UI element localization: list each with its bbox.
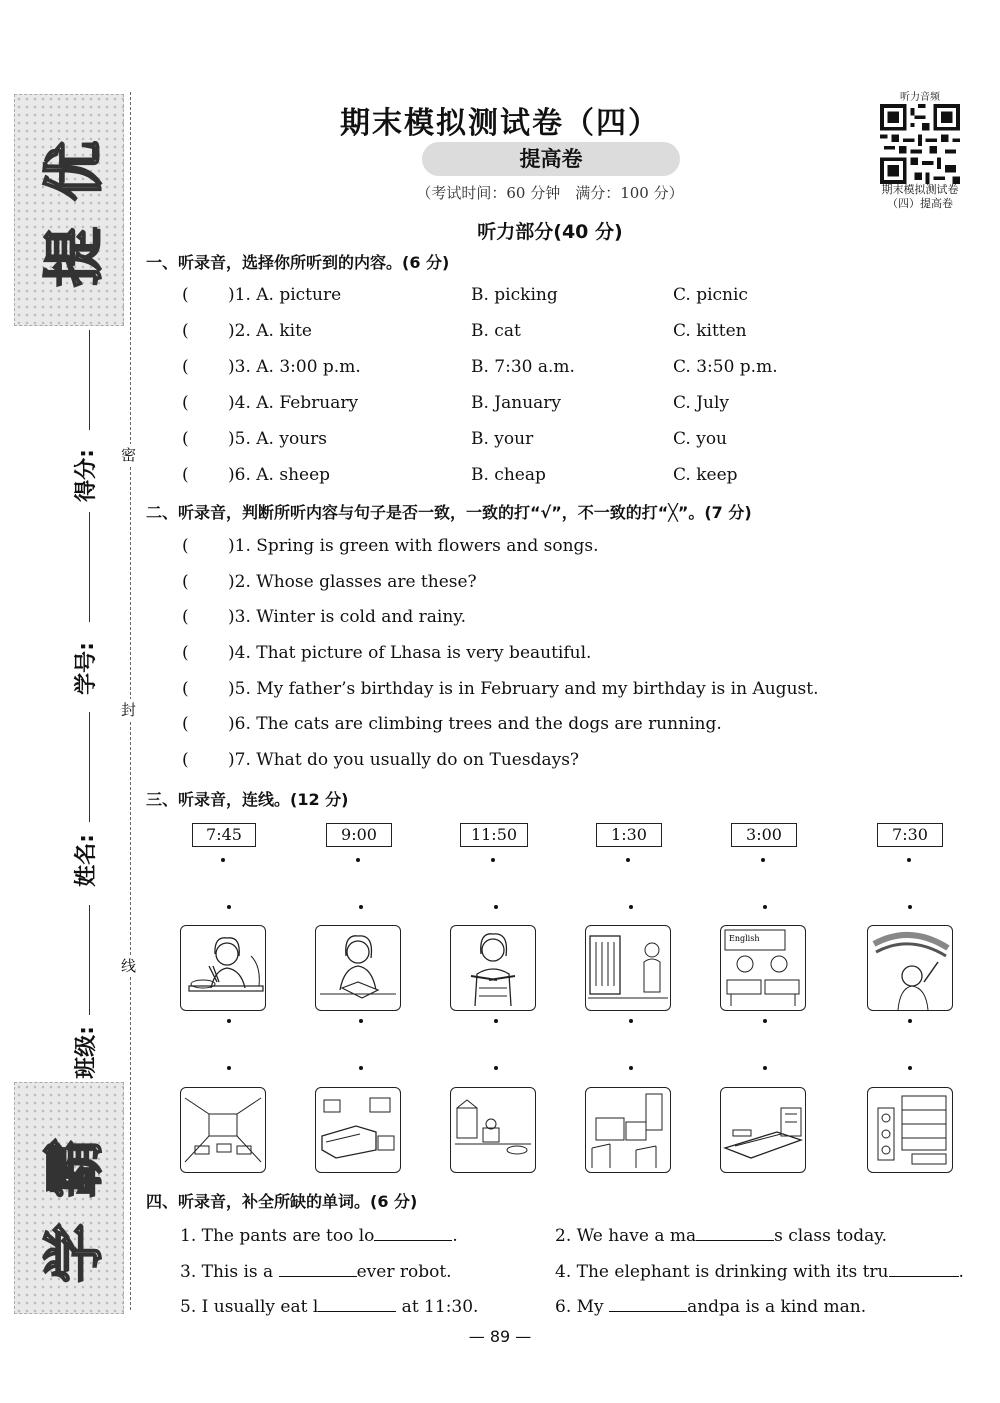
board-text: English (729, 934, 760, 943)
s2-item-5: )5. My father’s birthday is in February and my birthday is in August. (228, 679, 819, 699)
page-title: 期末模拟测试卷（四） (340, 106, 660, 141)
section1-title: 一、听录音，选择你所听到的内容。(6 分) (146, 253, 450, 272)
connect-dot[interactable] (359, 1066, 363, 1070)
qr-caption-line2: （四）提高卷 (887, 197, 953, 210)
qr-caption-line1: 期末模拟测试卷 (881, 183, 959, 196)
fill-blank[interactable] (318, 1295, 396, 1312)
item-text-before: This is a (201, 1262, 279, 1282)
fill-item-4 (555, 1260, 964, 1282)
activity-exercise-picture (450, 925, 536, 1011)
place-living-room-picture (315, 1087, 401, 1173)
connect-dot[interactable] (763, 905, 767, 909)
connect-dot[interactable] (359, 905, 363, 909)
item-text-after: andpa is a kind man. (687, 1297, 867, 1317)
girl-tv-icon (586, 926, 670, 1010)
s2-item-4: )4. That picture of Lhasa is very beautiful. (228, 643, 592, 663)
living-room-icon (316, 1088, 400, 1172)
option-c: C. you (673, 429, 727, 449)
option-c: C. July (673, 393, 730, 413)
connect-dot[interactable] (629, 1066, 633, 1070)
answer-paren[interactable]: ( (182, 750, 189, 770)
connect-dot[interactable] (629, 905, 633, 909)
option-b: B. cat (471, 321, 521, 341)
option-a: )2. A. kite (228, 321, 312, 341)
girl-eating-icon (181, 926, 265, 1010)
girl-reading-icon (316, 926, 400, 1010)
margin-char-ba: 霸 (40, 1138, 110, 1198)
activity-eating-picture (180, 925, 266, 1011)
connect-dot[interactable] (761, 858, 765, 862)
item-text-after: s class today. (774, 1226, 888, 1246)
label-name: 姓名: (73, 834, 99, 887)
girl-arms-crossed-icon (451, 926, 535, 1010)
answer-paren[interactable]: ( (182, 321, 189, 341)
qr-code-icon[interactable] (878, 104, 962, 184)
answer-paren[interactable]: ( (182, 429, 189, 449)
item-number: 3. (180, 1262, 197, 1282)
margin-char-ti: 提 (40, 227, 110, 287)
time-box-6: 7:30 (877, 823, 943, 847)
connect-dot[interactable] (907, 858, 911, 862)
seal-char-mi: 密 (121, 446, 137, 464)
option-a: )3. A. 3:00 p.m. (228, 357, 361, 377)
connect-dot[interactable] (626, 858, 630, 862)
item-text-before: The pants are too lo (201, 1226, 375, 1246)
section3-title: 三、听录音，连线。(12 分) (146, 790, 349, 809)
connect-dot[interactable] (227, 905, 231, 909)
dining-hall-icon (181, 1088, 265, 1172)
listening-part-title: 听力部分(40 分) (477, 221, 623, 243)
place-art-room-picture (585, 1087, 671, 1173)
answer-paren[interactable]: ( (182, 679, 189, 699)
seal-char-xian: 线 (121, 957, 137, 975)
connect-dot[interactable] (359, 1019, 363, 1023)
connect-dot[interactable] (763, 1066, 767, 1070)
s2-item-1: )1. Spring is green with flowers and songs. (228, 536, 599, 556)
answer-paren[interactable]: ( (182, 714, 189, 734)
item-number: 5. (180, 1297, 197, 1317)
answer-paren[interactable]: ( (182, 572, 189, 592)
library-icon (868, 1088, 952, 1172)
item-text-after: at 11:30. (396, 1297, 479, 1317)
fill-item-5 (180, 1295, 478, 1317)
margin-line-2 (89, 512, 90, 622)
item-number: 6. (555, 1297, 572, 1317)
s2-item-7: )7. What do you usually do on Tuesdays? (228, 750, 580, 770)
section4-title: 四、听录音，补全所缺的单词。(6 分) (146, 1192, 418, 1211)
option-a: )5. A. yours (228, 429, 327, 449)
s2-item-6: )6. The cats are climbing trees and the dogs are running. (228, 714, 722, 734)
margin-line-1 (89, 330, 90, 430)
page-number: — 89 — (468, 1327, 532, 1346)
time-box-2: 9:00 (326, 823, 392, 847)
exam-info: （考试时间：60 分钟 满分：100 分） (416, 184, 684, 202)
option-c: C. kitten (673, 321, 747, 341)
item-number: 1. (180, 1226, 197, 1246)
option-a: )1. A. picture (228, 285, 342, 305)
time-box-4: 1:30 (596, 823, 662, 847)
label-score: 得分: (73, 449, 99, 502)
subtitle-badge: 提高卷 (422, 142, 680, 176)
fill-item-2 (555, 1224, 887, 1246)
item-text-after: . (452, 1226, 458, 1246)
fill-item-1 (180, 1224, 458, 1246)
option-a: )6. A. sheep (228, 465, 331, 485)
time-box-5: 3:00 (731, 823, 797, 847)
option-c: C. picnic (673, 285, 748, 305)
answer-paren[interactable]: ( (182, 536, 189, 556)
option-b: B. picking (471, 285, 558, 305)
option-c: C. keep (673, 465, 738, 485)
place-library-picture (867, 1087, 953, 1173)
english-class-icon (721, 926, 805, 1010)
time-box-3: 11:50 (460, 823, 528, 847)
item-text-before: My (576, 1297, 610, 1317)
fill-blank[interactable] (696, 1224, 774, 1241)
girl-painting-rainbow-icon (868, 926, 952, 1010)
connect-dot[interactable] (908, 1066, 912, 1070)
item-number: 2. (555, 1226, 572, 1246)
connect-dot[interactable] (491, 858, 495, 862)
place-garden-picture (450, 1087, 536, 1173)
qr-caption (866, 183, 974, 211)
option-b: B. your (471, 429, 534, 449)
answer-paren[interactable]: ( (182, 465, 189, 485)
item-text-after: ever robot. (356, 1262, 452, 1282)
answer-paren[interactable]: ( (182, 393, 189, 413)
qr-top-label: 听力音频 (900, 92, 940, 103)
label-student-id: 学号: (73, 642, 99, 695)
connect-dot[interactable] (227, 1066, 231, 1070)
item-text-before: The elephant is drinking with its tru (576, 1262, 889, 1282)
answer-paren[interactable]: ( (182, 357, 189, 377)
connect-dot[interactable] (494, 1019, 498, 1023)
item-text-before: We have a ma (576, 1226, 697, 1246)
fill-item-3 (180, 1260, 452, 1282)
margin-line-4 (89, 905, 90, 1015)
label-class: 班级: (73, 1026, 99, 1079)
option-b: B. cheap (471, 465, 546, 485)
connect-dot[interactable] (629, 1019, 633, 1023)
fill-blank[interactable] (609, 1295, 687, 1312)
activity-reading-picture (315, 925, 401, 1011)
activity-watching-tv-picture (585, 925, 671, 1011)
section2-title: 二、听录音，判断所听内容与句子是否一致，一致的打“√”，不一致的打“╳”。(7 分) (146, 503, 752, 522)
seal-char-feng: 封 (121, 701, 137, 719)
margin-line-3 (89, 712, 90, 822)
place-dining-hall-picture (180, 1087, 266, 1173)
garden-icon (451, 1088, 535, 1172)
answer-paren[interactable]: ( (182, 285, 189, 305)
fill-blank[interactable] (374, 1224, 452, 1241)
item-text-before: I usually eat l (201, 1297, 319, 1317)
option-c: C. 3:50 p.m. (673, 357, 778, 377)
s2-item-3: )3. Winter is cold and rainy. (228, 607, 467, 627)
answer-paren[interactable]: ( (182, 607, 189, 627)
answer-paren[interactable]: ( (182, 643, 189, 663)
option-b: B. January (471, 393, 562, 413)
place-playground-picture (720, 1087, 806, 1173)
activity-art-class-picture (867, 925, 953, 1011)
connect-dot[interactable] (227, 1019, 231, 1023)
playground-icon (721, 1088, 805, 1172)
s2-item-2: )2. Whose glasses are these? (228, 572, 477, 592)
item-number: 4. (555, 1262, 572, 1282)
margin-char-xue: 学 (40, 1223, 110, 1283)
option-a: )4. A. February (228, 393, 359, 413)
fill-blank[interactable] (889, 1260, 959, 1277)
time-box-1: 7:45 (192, 823, 256, 847)
fill-blank[interactable] (279, 1260, 357, 1277)
connect-dot[interactable] (908, 1019, 912, 1023)
fill-item-6 (555, 1295, 866, 1317)
connect-dot[interactable] (221, 858, 225, 862)
item-text-after: . (958, 1262, 964, 1282)
margin-char-you: 优 (40, 141, 110, 201)
connect-dot[interactable] (908, 905, 912, 909)
activity-english-class-picture (720, 925, 806, 1011)
connect-dot[interactable] (356, 858, 360, 862)
connect-dot[interactable] (494, 1066, 498, 1070)
connect-dot[interactable] (763, 1019, 767, 1023)
connect-dot[interactable] (494, 905, 498, 909)
art-room-icon (586, 1088, 670, 1172)
option-b: B. 7:30 a.m. (471, 357, 575, 377)
